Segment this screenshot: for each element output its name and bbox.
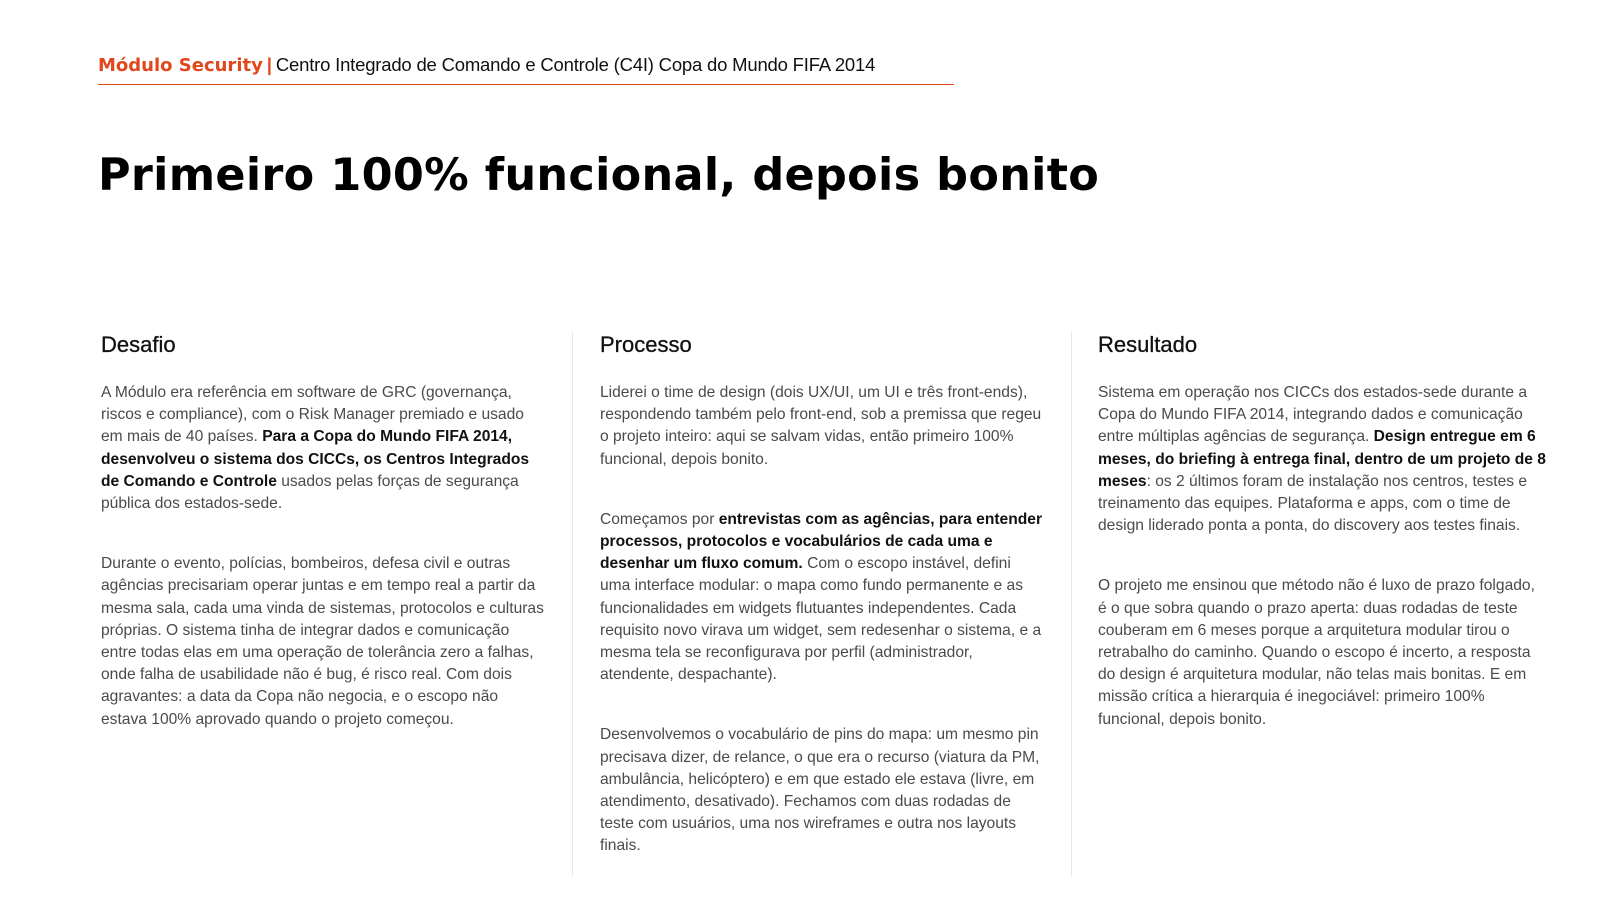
- column-heading-desafio: Desafio: [101, 332, 176, 357]
- text-run: Começamos por: [600, 510, 719, 528]
- desafio-paragraph-2: Durante o evento, polícias, bombeiros, defesa civil e outras agências precisariam operar juntas e em tempo real a partir da mesma sala, cada uma vinda de sistemas, protocolos e culturas próprias. O sistema tinha de integrar dados e comunicação entre todas elas em uma operação de tolerância zero a falhas, onde falha de usabilidade não é bug, é risco real. Com dois agravantes: a data da Copa não negocia, e o escopo não estava 100% aprovado quando o projeto começou.: [101, 555, 544, 728]
- column-desafio: [101, 332, 546, 769]
- resultado-paragraph-1: [1098, 382, 1546, 537]
- processo-paragraph-1: Liderei o time de design (dois UX/UI, um UI e três front-ends), respondendo também pelo front-end, sob a premissa que regeu o projeto inteiro: aqui se salvam vidas, então primeiro 100% funcional, depois bonito.: [600, 384, 1042, 468]
- desafio-paragraph-1: [101, 382, 546, 515]
- text-run: Sistema em operação nos CICCs dos estados-sede durante a Copa do Mundo FIFA 2014, integrando dados e comunicação entre múltiplas agências de segurança.: [1098, 384, 1528, 446]
- resultado-paragraph-2: O projeto me ensinou que método não é luxo de prazo folgado, é o que sobra quando o prazo aperta: duas rodadas de teste couberam em 6 meses porque a arquitetura modular tirou o retrabalho do caminho. Quando o escopo é incerto, a resposta do design é arquitetura modular, não telas mais bonitas. E em missão crítica a hierarquia é inegociável: primeiro 100% funcional, depois bonito.: [1098, 577, 1535, 728]
- text-emphasis: entrevistas com as agências, para entender processos, protocolos e vocabulários de cada uma e desenhar um fluxo comum.: [600, 510, 1043, 573]
- column-divider: [1071, 332, 1072, 876]
- text-emphasis: Para a Copa do Mundo FIFA 2014, desenvolveu o sistema dos CICCs, os Centros Integrados de Comando e Controle: [101, 428, 530, 490]
- brand-name: Módulo Security: [98, 55, 263, 76]
- page-title: Primeiro 100% funcional, depois bonito: [98, 150, 1100, 201]
- column-processo: [600, 332, 1045, 896]
- text-run: A Módulo era referência em software de GRC (governança, riscos e compliance), com o Risk Manager premiado e usado em mais de 40 países.: [101, 384, 524, 446]
- column-heading-processo: Processo: [600, 332, 692, 357]
- column-divider: [572, 332, 573, 876]
- text-run: Com o escopo instável, defini uma interface modular: o mapa como fundo permanente e as funcionalidades em widgets flutuantes independentes. Cada requisito novo virava um widget, sem redesenhar o sistema, e a mesma tela se reconfigurava por perfil (administrador, atendente, despachante).: [600, 555, 1042, 684]
- text-emphasis: Design entregue em 6 meses, do briefing à entrega final, dentro de um projeto de 8 meses: [1098, 428, 1546, 490]
- header-separator: |: [266, 55, 272, 75]
- text-run: : os 2 últimos foram de instalação nos centros, testes e treinamento das equipes. Plataforma e apps, com o time de design liderado ponta a ponta, do discovery aos testes finais.: [1098, 472, 1528, 535]
- column-heading-resultado: Resultado: [1098, 332, 1198, 357]
- processo-paragraph-2: [600, 509, 1045, 687]
- header: [98, 54, 954, 85]
- column-resultado: [1098, 332, 1546, 769]
- text-run: usados pelas forças de segurança pública dos estados-sede.: [101, 472, 519, 513]
- processo-paragraph-3: Desenvolvemos o vocabulário de pins do mapa: um mesmo pin precisava dizer, de relance, o que era o recurso (viatura da PM, ambulância, helicóptero) e em que estado ele estava (livre, em atendimento, desativado). Fechamos com duas rodadas de teste com usuários, uma nos wireframes e outra nos layouts finais.: [600, 726, 1040, 855]
- project-name: Centro Integrado de Comando e Controle (C4I) Copa do Mundo FIFA 2014: [275, 54, 876, 75]
